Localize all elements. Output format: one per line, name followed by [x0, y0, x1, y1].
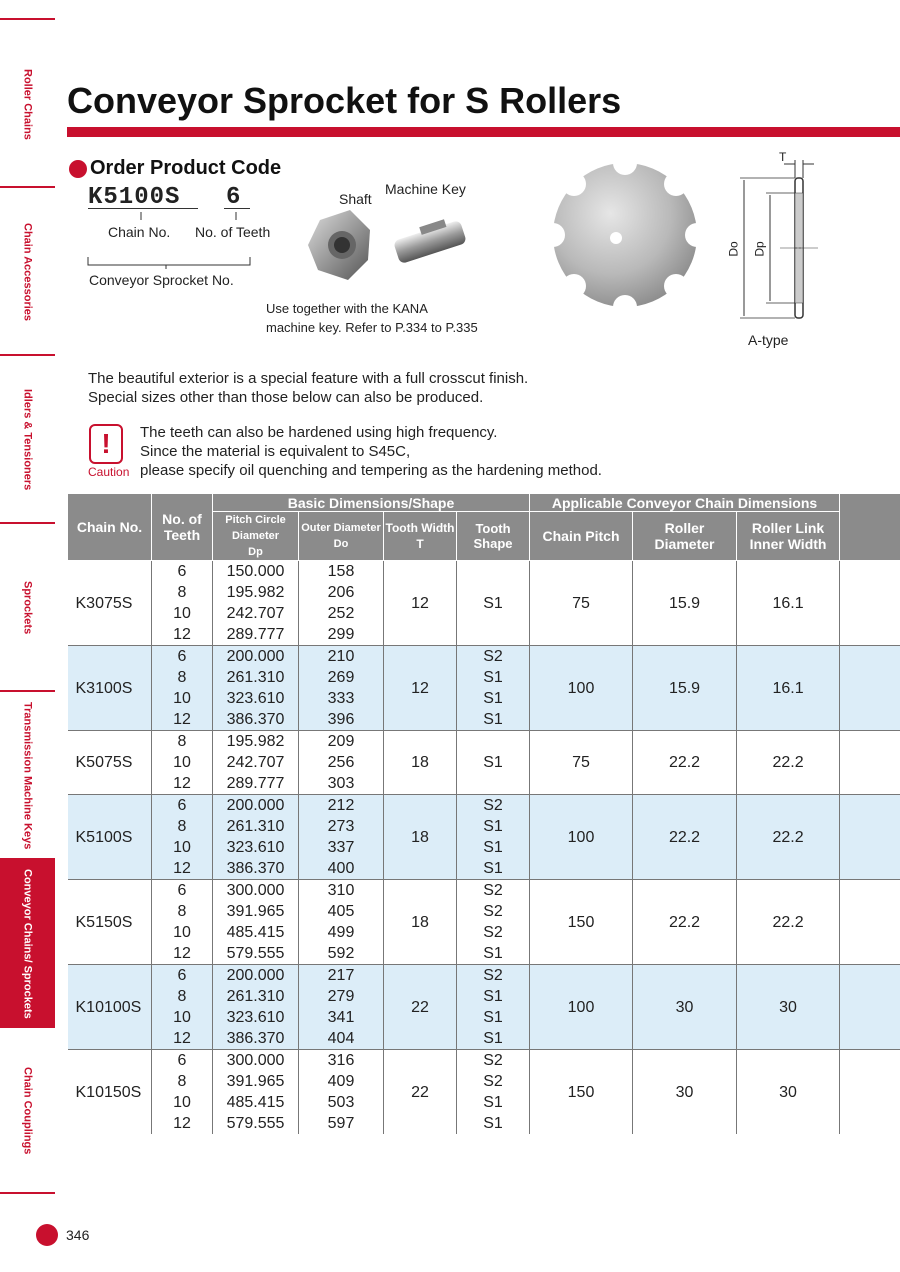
header-teeth: No. of Teeth	[152, 494, 213, 561]
cell-od-value: 303	[327, 775, 355, 792]
cell-pcd	[213, 880, 299, 965]
diagram-type-label: A-type	[748, 332, 789, 348]
order-code-chain: K5100S	[88, 184, 181, 211]
caution-line3: please specify oil quenching and tempering as the hardening method.	[140, 462, 602, 479]
header-od: Outer Diameter Do	[299, 512, 384, 561]
table-row	[68, 795, 900, 880]
cell-pcd-value: 485.415	[226, 924, 285, 941]
side-navigation	[0, 0, 55, 1272]
caution-line1: The teeth can also be hardened using high frequency.	[140, 424, 498, 441]
cell-chain-pitch: 75	[530, 561, 633, 646]
diagram-do-label: Do	[726, 241, 741, 257]
cell-tooth-shape-value: S2	[483, 882, 503, 899]
cell-pcd-value: 386.370	[226, 1030, 285, 1047]
cell-chain-no: K10150S	[75, 1083, 142, 1101]
cell-roller-diameter: 15.9	[633, 646, 737, 731]
cell-teeth	[152, 561, 213, 646]
table-row-group	[68, 795, 900, 880]
cell-teeth	[152, 731, 213, 795]
cell-blank	[840, 880, 900, 965]
cell-od	[299, 795, 384, 880]
cell-blank	[840, 1050, 900, 1135]
machine-key-label: Machine Key	[385, 181, 466, 197]
shaft-label: Shaft	[339, 191, 372, 207]
cell-od	[299, 561, 384, 646]
cell-od-value: 252	[327, 605, 355, 622]
cell-tooth-shape-value: S2	[483, 1052, 503, 1069]
cell-tooth-shape-value: S2	[483, 903, 503, 920]
table-row	[68, 880, 900, 965]
cell-teeth-value: 10	[173, 605, 191, 622]
cell-od-value: 499	[327, 924, 355, 941]
cell-teeth-value: 6	[177, 967, 187, 984]
cell-teeth	[152, 880, 213, 965]
cell-roller-diameter: 22.2	[633, 731, 737, 795]
cell-teeth-value: 10	[173, 1009, 191, 1026]
cell-roller-diameter: 22.2	[633, 795, 737, 880]
cell-pcd-value: 289.777	[226, 626, 285, 643]
cell-teeth-value: 8	[177, 733, 187, 750]
cell-pcd-value: 261.310	[226, 669, 285, 686]
teeth-label: No. of Teeth	[195, 224, 271, 240]
spec-table	[67, 493, 900, 1134]
cell-tooth-width: 22	[384, 965, 457, 1050]
cell-od-value: 333	[327, 690, 355, 707]
cell-blank	[840, 965, 900, 1050]
key-note-line1: Use together with the KANA	[266, 301, 428, 316]
cell-chain-pitch: 150	[530, 1050, 633, 1135]
cell-link-width: 22.2	[737, 795, 840, 880]
order-code-heading: Order Product Code	[69, 157, 281, 180]
cell-pcd-value: 579.555	[226, 945, 285, 962]
shaft-key-illustration	[300, 200, 480, 300]
cell-pcd-value: 195.982	[226, 733, 285, 750]
cell-pcd-value: 391.965	[226, 1073, 285, 1090]
cell-teeth-value: 6	[177, 563, 187, 580]
cell-pcd	[213, 795, 299, 880]
cell-link-width: 30	[737, 965, 840, 1050]
cell-pcd-value: 200.000	[226, 797, 285, 814]
table-row-group	[68, 880, 900, 965]
cell-teeth	[152, 795, 213, 880]
cell-teeth-value: 12	[173, 626, 191, 643]
cell-od	[299, 965, 384, 1050]
cell-roller-diameter: 22.2	[633, 880, 737, 965]
table-row-group	[68, 1050, 900, 1135]
cell-pcd-value: 200.000	[226, 967, 285, 984]
cell-od-value: 206	[327, 584, 355, 601]
cell-tooth-shape	[457, 965, 530, 1050]
description-line2: Special sizes other than those below can also be produced.	[88, 389, 484, 406]
cell-tooth-shape-value: S1	[483, 711, 503, 728]
cell-tooth-shape-value: S2	[483, 967, 503, 984]
caution-icon: !	[89, 424, 123, 464]
page-number: 346	[36, 1224, 89, 1246]
cell-pcd-value: 289.777	[226, 775, 285, 792]
description-line1: The beautiful exterior is a special feature with a full crosscut finish.	[88, 370, 529, 387]
cell-pcd-value: 261.310	[226, 818, 285, 835]
bullet-dot-icon	[69, 160, 87, 178]
cell-od-value: 404	[327, 1030, 355, 1047]
cell-tooth-shape-value: S1	[483, 1094, 503, 1111]
diagram-t-label: T	[779, 150, 787, 164]
cell-pcd-value: 150.000	[226, 563, 285, 580]
side-tab-roller-chains[interactable]: Roller Chains	[0, 18, 55, 188]
cell-chain-no: K3075S	[75, 594, 133, 612]
cell-chain-pitch: 100	[530, 646, 633, 731]
cell-pcd	[213, 965, 299, 1050]
cell-link-width: 16.1	[737, 561, 840, 646]
cell-tooth-shape-value: S1	[483, 945, 503, 962]
cell-teeth-value: 6	[177, 648, 187, 665]
cell-link-width: 22.2	[737, 731, 840, 795]
cell-pcd-value: 386.370	[226, 711, 285, 728]
cell-teeth	[152, 1050, 213, 1135]
cell-od-value: 337	[327, 839, 355, 856]
cell-tooth-width: 12	[384, 561, 457, 646]
cell-tooth-shape: S1	[457, 561, 530, 646]
cell-teeth-value: 10	[173, 754, 191, 771]
caution-label: Caution	[88, 465, 130, 479]
cell-teeth-value: 10	[173, 690, 191, 707]
cell-chain-pitch: 100	[530, 965, 633, 1050]
cell-od-value: 209	[327, 733, 355, 750]
cell-od-value: 269	[327, 669, 355, 686]
cell-teeth-value: 10	[173, 1094, 191, 1111]
order-code-teeth: 6	[226, 184, 242, 211]
cell-tooth-shape-value: S1	[483, 860, 503, 877]
cell-teeth-value: 6	[177, 882, 187, 899]
cell-od-value: 279	[327, 988, 355, 1005]
cell-roller-diameter: 30	[633, 965, 737, 1050]
cell-tooth-shape-value: S1	[483, 1009, 503, 1026]
page-title: Conveyor Sprocket for S Rollers	[67, 80, 622, 121]
cell-od	[299, 731, 384, 795]
side-tab-chain-couplings[interactable]: Chain Couplings	[0, 1026, 55, 1194]
cell-tooth-shape-value: S1	[483, 1030, 503, 1047]
cell-od-value: 597	[327, 1115, 355, 1132]
cell-pcd-value: 261.310	[226, 988, 285, 1005]
cell-od-value: 405	[327, 903, 355, 920]
header-tooth-shape: Tooth Shape	[457, 512, 530, 561]
diagram-dp-label: Dp	[752, 241, 767, 257]
cell-pcd-value: 300.000	[226, 882, 285, 899]
cell-od-value: 299	[327, 626, 355, 643]
cell-tooth-shape-value: S1	[483, 1115, 503, 1132]
cell-pcd-value: 579.555	[226, 1115, 285, 1132]
cell-od-value: 212	[327, 797, 355, 814]
cell-od-value: 158	[327, 563, 355, 580]
cell-pcd-value: 200.000	[226, 648, 285, 665]
title-rule	[67, 127, 900, 137]
cell-od-value: 396	[327, 711, 355, 728]
cell-link-width: 30	[737, 1050, 840, 1135]
table-row	[68, 1050, 900, 1135]
table-row	[68, 731, 900, 795]
cell-blank	[840, 731, 900, 795]
sprocket-photo	[550, 160, 700, 310]
cell-teeth-value: 8	[177, 584, 187, 601]
cell-od	[299, 880, 384, 965]
cell-od-value: 409	[327, 1073, 355, 1090]
cell-teeth-value: 10	[173, 924, 191, 941]
cell-tooth-width: 18	[384, 731, 457, 795]
cell-teeth-value: 12	[173, 945, 191, 962]
cell-od-value: 341	[327, 1009, 355, 1026]
cell-teeth	[152, 965, 213, 1050]
table-row	[68, 561, 900, 646]
cell-chain-pitch: 100	[530, 795, 633, 880]
cell-tooth-shape: S1	[457, 731, 530, 795]
cell-teeth-value: 12	[173, 775, 191, 792]
cell-od	[299, 1050, 384, 1135]
cell-tooth-width: 18	[384, 880, 457, 965]
cell-chain-pitch: 75	[530, 731, 633, 795]
header-blank	[840, 494, 900, 561]
cell-pcd-value: 485.415	[226, 1094, 285, 1111]
table-row-group	[68, 731, 900, 795]
cell-tooth-shape	[457, 646, 530, 731]
cell-pcd-value: 391.965	[226, 903, 285, 920]
cell-tooth-shape-value: S2	[483, 1073, 503, 1090]
cell-teeth-value: 6	[177, 797, 187, 814]
cell-od-value: 273	[327, 818, 355, 835]
chain-no-label: Chain No.	[108, 224, 171, 240]
header-roller-diameter: Roller Diameter	[633, 512, 737, 561]
cell-tooth-shape	[457, 795, 530, 880]
header-chain-pitch: Chain Pitch	[530, 512, 633, 561]
cell-pcd-value: 386.370	[226, 860, 285, 877]
cell-teeth-value: 12	[173, 1115, 191, 1132]
cell-od-value: 310	[327, 882, 355, 899]
cell-pcd-value: 242.707	[226, 754, 285, 771]
cell-blank	[840, 561, 900, 646]
side-tab-conveyor-chains[interactable]: Conveyor Chains/ Sprockets	[0, 858, 55, 1028]
cell-pcd	[213, 646, 299, 731]
cell-tooth-shape-value: S2	[483, 648, 503, 665]
cell-pcd	[213, 1050, 299, 1135]
cell-teeth-value: 10	[173, 839, 191, 856]
cell-link-width: 16.1	[737, 646, 840, 731]
cell-tooth-width: 22	[384, 1050, 457, 1135]
cell-teeth-value: 12	[173, 860, 191, 877]
cell-tooth-shape-value: S1	[483, 988, 503, 1005]
cell-tooth-shape-value: S2	[483, 797, 503, 814]
sprocket-no-label: Conveyor Sprocket No.	[89, 272, 234, 288]
cell-teeth-value: 8	[177, 818, 187, 835]
cell-od-value: 592	[327, 945, 355, 962]
cell-tooth-shape	[457, 880, 530, 965]
cell-chain-pitch: 150	[530, 880, 633, 965]
cell-od-value: 400	[327, 860, 355, 877]
table-row-group	[68, 646, 900, 731]
cell-pcd-value: 323.610	[226, 690, 285, 707]
table-row-group	[68, 965, 900, 1050]
cell-pcd-value: 300.000	[226, 1052, 285, 1069]
cell-blank	[840, 795, 900, 880]
header-chain-no: Chain No.	[68, 494, 152, 561]
key-note-line2: machine key. Refer to P.334 to P.335	[266, 320, 478, 335]
cell-blank	[840, 646, 900, 731]
side-tab-transmission-keys[interactable]: Transmission Machine Keys	[0, 690, 55, 860]
cell-teeth-value: 8	[177, 1073, 187, 1090]
cell-teeth-value: 12	[173, 711, 191, 728]
cell-tooth-shape-value: S2	[483, 924, 503, 941]
side-tab-idlers[interactable]: Idlers & Tensioners	[0, 354, 55, 524]
table-row	[68, 965, 900, 1050]
side-tab-end-rule	[0, 1192, 55, 1194]
cell-pcd	[213, 731, 299, 795]
cell-chain-no: K5150S	[75, 913, 133, 931]
caution-line2: Since the material is equivalent to S45C,	[140, 443, 411, 460]
cell-pcd	[213, 561, 299, 646]
cell-roller-diameter: 15.9	[633, 561, 737, 646]
cell-od-value: 210	[327, 648, 355, 665]
header-link-width: Roller Link Inner Width	[737, 512, 840, 561]
cell-chain-no: K5100S	[68, 795, 152, 880]
cell-od-value: 503	[327, 1094, 355, 1111]
table-row	[68, 646, 900, 731]
cell-tooth-shape-value: S1	[483, 818, 503, 835]
header-basic: Basic Dimensions/Shape	[213, 494, 530, 512]
table-row-group	[68, 561, 900, 646]
cell-tooth-shape-value: S1	[483, 839, 503, 856]
cell-od-value: 217	[327, 967, 355, 984]
page-dot-icon	[36, 1224, 58, 1246]
cell-tooth-shape-value: S1	[483, 669, 503, 686]
header-applicable: Applicable Conveyor Chain Dimensions	[530, 494, 840, 512]
cell-teeth-value: 8	[177, 988, 187, 1005]
cell-teeth-value: 8	[177, 903, 187, 920]
cell-od	[299, 646, 384, 731]
side-tab-chain-accessories[interactable]: Chain Accessories	[0, 186, 55, 356]
cell-link-width: 22.2	[737, 880, 840, 965]
cell-pcd-value: 195.982	[226, 584, 285, 601]
cell-chain-no: K10100S	[68, 965, 152, 1050]
cell-od-value: 256	[327, 754, 355, 771]
cell-tooth-width: 12	[384, 646, 457, 731]
cell-teeth-value: 8	[177, 669, 187, 686]
cell-chain-no: K3100S	[68, 646, 152, 731]
cell-teeth-value: 12	[173, 1030, 191, 1047]
a-type-diagram	[720, 148, 820, 328]
cell-pcd-value: 323.610	[226, 1009, 285, 1026]
cell-od-value: 316	[327, 1052, 355, 1069]
header-tooth-width: Tooth Width T	[384, 512, 457, 561]
cell-pcd-value: 323.610	[226, 839, 285, 856]
cell-tooth-shape-value: S1	[483, 690, 503, 707]
cell-tooth-shape	[457, 1050, 530, 1135]
cell-chain-no: K5075S	[75, 754, 133, 771]
cell-tooth-width: 18	[384, 795, 457, 880]
cell-teeth	[152, 646, 213, 731]
side-tab-sprockets[interactable]: Sprockets	[0, 522, 55, 692]
cell-roller-diameter: 30	[633, 1050, 737, 1135]
cell-pcd-value: 242.707	[226, 605, 285, 622]
cell-teeth-value: 6	[177, 1052, 187, 1069]
header-pcd: Pitch Circle Diameter Dp	[213, 512, 299, 561]
